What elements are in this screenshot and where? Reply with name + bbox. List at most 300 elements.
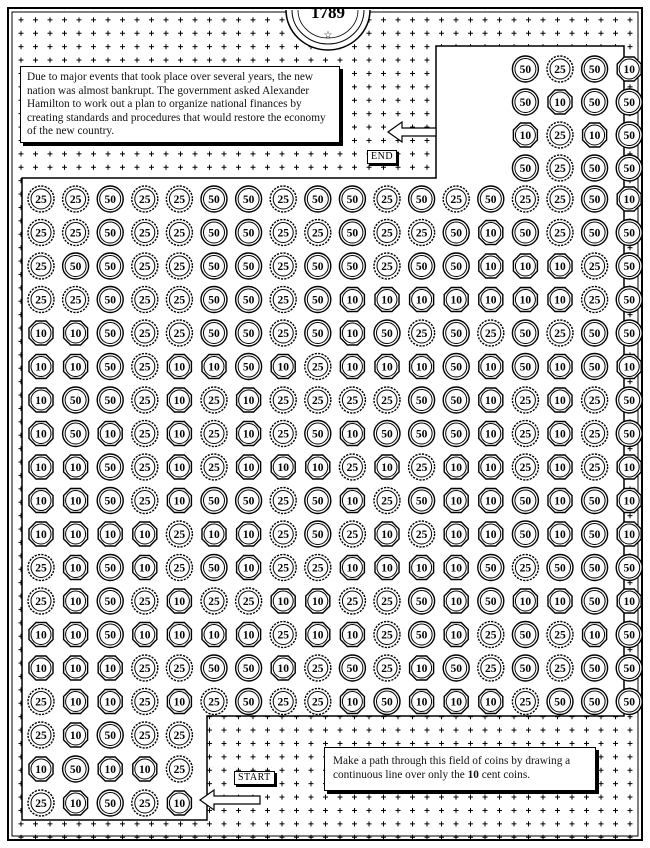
coin-25[interactable] [28,555,54,581]
coin-50[interactable] [236,488,262,514]
coin-50[interactable] [582,689,608,715]
coin-50[interactable] [443,421,469,447]
coin-10[interactable] [29,522,53,546]
coin-50[interactable] [409,387,435,413]
coin-10[interactable] [167,388,191,412]
coin-10[interactable] [444,589,468,613]
coin-50[interactable] [616,320,642,346]
coin-10[interactable] [548,589,572,613]
coin-50[interactable] [97,354,123,380]
coin-10[interactable] [167,354,191,378]
coin-10[interactable] [64,455,88,479]
coin-25[interactable] [132,387,158,413]
coin-50[interactable] [339,655,365,681]
coin-25[interactable] [374,253,400,279]
coin-10[interactable] [64,555,88,579]
coin-25[interactable] [409,220,435,246]
coin-50[interactable] [512,155,538,181]
coin-10[interactable] [548,421,572,445]
coin-10[interactable] [410,689,434,713]
coin-10[interactable] [548,455,572,479]
coin-10[interactable] [64,622,88,646]
coin-25[interactable] [63,287,89,313]
coin-50[interactable] [409,622,435,648]
coin-10[interactable] [167,622,191,646]
coin-50[interactable] [616,555,642,581]
coin-25[interactable] [270,387,296,413]
coin-25[interactable] [582,454,608,480]
coin-10[interactable] [479,388,503,412]
coin-10[interactable] [617,187,641,211]
coin-25[interactable] [374,186,400,212]
coin-25[interactable] [478,655,504,681]
coin-10[interactable] [202,354,226,378]
coin-10[interactable] [548,388,572,412]
coin-25[interactable] [28,186,54,212]
coin-50[interactable] [201,555,227,581]
coin-50[interactable] [443,253,469,279]
coin-25[interactable] [305,354,331,380]
coin-25[interactable] [201,454,227,480]
coin-25[interactable] [305,689,331,715]
coin-25[interactable] [28,722,54,748]
coin-10[interactable] [340,321,364,345]
coin-25[interactable] [270,622,296,648]
coin-10[interactable] [237,388,261,412]
coin-25[interactable] [166,320,192,346]
coin-25[interactable] [270,287,296,313]
coin-50[interactable] [339,253,365,279]
coin-10[interactable] [548,90,572,114]
coin-50[interactable] [63,756,89,782]
coin-10[interactable] [617,354,641,378]
coin-10[interactable] [513,589,537,613]
coin-50[interactable] [97,387,123,413]
coin-10[interactable] [548,287,572,311]
coin-25[interactable] [305,220,331,246]
coin-10[interactable] [133,522,157,546]
coin-25[interactable] [166,756,192,782]
coin-10[interactable] [375,522,399,546]
coin-50[interactable] [443,320,469,346]
coin-10[interactable] [29,455,53,479]
coin-10[interactable] [271,589,295,613]
coin-50[interactable] [201,488,227,514]
coin-10[interactable] [306,622,330,646]
coin-10[interactable] [29,622,53,646]
coin-25[interactable] [443,186,469,212]
coin-25[interactable] [166,287,192,313]
coin-25[interactable] [270,320,296,346]
coin-25[interactable] [28,588,54,614]
coin-50[interactable] [616,655,642,681]
coin-10[interactable] [202,522,226,546]
coin-25[interactable] [28,287,54,313]
coin-10[interactable] [444,555,468,579]
coin-50[interactable] [547,689,573,715]
coin-50[interactable] [409,588,435,614]
coin-50[interactable] [97,588,123,614]
coin-25[interactable] [305,655,331,681]
coin-25[interactable] [132,220,158,246]
coin-10[interactable] [375,455,399,479]
coin-50[interactable] [339,220,365,246]
coin-50[interactable] [97,454,123,480]
coin-50[interactable] [512,521,538,547]
coin-50[interactable] [374,320,400,346]
coin-25[interactable] [339,588,365,614]
coin-25[interactable] [132,488,158,514]
coin-10[interactable] [64,321,88,345]
coin-25[interactable] [132,287,158,313]
coin-50[interactable] [616,421,642,447]
coin-50[interactable] [201,320,227,346]
coin-10[interactable] [237,421,261,445]
coin-10[interactable] [410,287,434,311]
coin-10[interactable] [133,622,157,646]
coin-10[interactable] [583,123,607,147]
coin-25[interactable] [374,488,400,514]
coin-10[interactable] [617,522,641,546]
coin-50[interactable] [409,488,435,514]
coin-10[interactable] [340,555,364,579]
coin-50[interactable] [236,253,262,279]
coin-10[interactable] [133,555,157,579]
coin-10[interactable] [98,757,122,781]
coin-25[interactable] [478,320,504,346]
coin-50[interactable] [443,354,469,380]
coin-50[interactable] [443,220,469,246]
coin-10[interactable] [202,622,226,646]
coin-10[interactable] [617,488,641,512]
coin-25[interactable] [374,220,400,246]
coin-25[interactable] [201,387,227,413]
coin-50[interactable] [97,722,123,748]
coin-50[interactable] [97,220,123,246]
coin-10[interactable] [548,254,572,278]
coin-25[interactable] [374,655,400,681]
coin-50[interactable] [201,186,227,212]
coin-10[interactable] [237,555,261,579]
coin-25[interactable] [132,790,158,816]
coin-50[interactable] [616,155,642,181]
coin-25[interactable] [339,387,365,413]
coin-25[interactable] [63,220,89,246]
coin-25[interactable] [339,521,365,547]
coin-10[interactable] [167,689,191,713]
coin-25[interactable] [547,655,573,681]
coin-50[interactable] [582,555,608,581]
coin-10[interactable] [513,287,537,311]
coin-10[interactable] [444,287,468,311]
coin-25[interactable] [305,555,331,581]
coin-50[interactable] [512,56,538,82]
coin-10[interactable] [444,622,468,646]
coin-10[interactable] [64,656,88,680]
coin-10[interactable] [583,622,607,646]
coin-25[interactable] [270,421,296,447]
coin-10[interactable] [64,589,88,613]
coin-25[interactable] [166,655,192,681]
coin-10[interactable] [167,421,191,445]
coin-25[interactable] [270,521,296,547]
coin-25[interactable] [132,454,158,480]
coin-25[interactable] [547,56,573,82]
coin-10[interactable] [513,123,537,147]
coin-50[interactable] [339,186,365,212]
coin-10[interactable] [548,354,572,378]
coin-25[interactable] [270,488,296,514]
coin-25[interactable] [547,220,573,246]
coin-10[interactable] [64,522,88,546]
coin-10[interactable] [410,656,434,680]
coin-25[interactable] [270,555,296,581]
coin-50[interactable] [616,122,642,148]
coin-50[interactable] [582,521,608,547]
coin-25[interactable] [547,622,573,648]
coin-10[interactable] [479,488,503,512]
coin-50[interactable] [582,220,608,246]
coin-50[interactable] [512,89,538,115]
coin-10[interactable] [306,589,330,613]
coin-25[interactable] [28,790,54,816]
coin-10[interactable] [548,522,572,546]
coin-50[interactable] [478,555,504,581]
coin-10[interactable] [340,689,364,713]
coin-10[interactable] [29,388,53,412]
coin-25[interactable] [512,454,538,480]
coin-25[interactable] [547,155,573,181]
coin-25[interactable] [547,186,573,212]
coin-25[interactable] [132,320,158,346]
coin-25[interactable] [201,421,227,447]
coin-50[interactable] [236,320,262,346]
coin-25[interactable] [582,421,608,447]
coin-25[interactable] [339,454,365,480]
coin-50[interactable] [97,622,123,648]
coin-10[interactable] [548,488,572,512]
coin-50[interactable] [512,488,538,514]
coin-25[interactable] [63,186,89,212]
coin-50[interactable] [236,655,262,681]
coin-10[interactable] [375,354,399,378]
coin-10[interactable] [167,589,191,613]
coin-50[interactable] [97,790,123,816]
coin-50[interactable] [512,220,538,246]
coin-50[interactable] [582,655,608,681]
coin-10[interactable] [444,522,468,546]
coin-25[interactable] [132,253,158,279]
coin-25[interactable] [270,253,296,279]
coin-25[interactable] [166,220,192,246]
coin-25[interactable] [166,722,192,748]
coin-25[interactable] [28,220,54,246]
coin-10[interactable] [64,354,88,378]
coin-10[interactable] [29,488,53,512]
coin-10[interactable] [444,689,468,713]
coin-10[interactable] [64,689,88,713]
coin-50[interactable] [582,186,608,212]
coin-10[interactable] [167,488,191,512]
coin-25[interactable] [547,320,573,346]
coin-25[interactable] [409,454,435,480]
coin-50[interactable] [63,253,89,279]
coin-10[interactable] [340,488,364,512]
coin-50[interactable] [547,555,573,581]
coin-10[interactable] [375,287,399,311]
coin-25[interactable] [270,186,296,212]
coin-50[interactable] [443,387,469,413]
coin-25[interactable] [270,220,296,246]
coin-10[interactable] [133,757,157,781]
coin-50[interactable] [236,354,262,380]
coin-25[interactable] [166,555,192,581]
coin-25[interactable] [132,421,158,447]
coin-25[interactable] [582,387,608,413]
coin-10[interactable] [29,421,53,445]
coin-50[interactable] [97,186,123,212]
coin-50[interactable] [63,421,89,447]
coin-50[interactable] [374,421,400,447]
coin-50[interactable] [409,253,435,279]
coin-25[interactable] [166,186,192,212]
coin-10[interactable] [479,522,503,546]
coin-10[interactable] [64,723,88,747]
coin-10[interactable] [271,455,295,479]
coin-10[interactable] [98,421,122,445]
coin-50[interactable] [409,186,435,212]
coin-10[interactable] [64,488,88,512]
coin-50[interactable] [236,287,262,313]
coin-50[interactable] [582,588,608,614]
coin-50[interactable] [97,320,123,346]
coin-10[interactable] [340,622,364,646]
coin-50[interactable] [201,253,227,279]
coin-25[interactable] [132,588,158,614]
coin-10[interactable] [29,656,53,680]
coin-10[interactable] [167,791,191,815]
coin-10[interactable] [410,354,434,378]
coin-25[interactable] [166,253,192,279]
coin-50[interactable] [97,555,123,581]
coin-50[interactable] [478,588,504,614]
coin-25[interactable] [166,521,192,547]
coin-25[interactable] [28,689,54,715]
coin-50[interactable] [305,421,331,447]
coin-10[interactable] [29,321,53,345]
coin-10[interactable] [340,354,364,378]
coin-50[interactable] [582,488,608,514]
coin-25[interactable] [512,555,538,581]
coin-25[interactable] [132,689,158,715]
coin-10[interactable] [479,421,503,445]
coin-10[interactable] [617,589,641,613]
coin-10[interactable] [29,757,53,781]
coin-25[interactable] [409,521,435,547]
coin-50[interactable] [616,220,642,246]
coin-50[interactable] [616,89,642,115]
coin-25[interactable] [512,387,538,413]
coin-50[interactable] [512,354,538,380]
coin-50[interactable] [201,287,227,313]
coin-10[interactable] [237,522,261,546]
coin-50[interactable] [97,488,123,514]
coin-50[interactable] [236,220,262,246]
coin-10[interactable] [306,455,330,479]
coin-50[interactable] [512,622,538,648]
coin-25[interactable] [132,186,158,212]
coin-50[interactable] [201,655,227,681]
coin-50[interactable] [374,689,400,715]
coin-50[interactable] [236,186,262,212]
coin-25[interactable] [201,588,227,614]
coin-10[interactable] [617,455,641,479]
coin-10[interactable] [98,689,122,713]
coin-25[interactable] [374,622,400,648]
coin-10[interactable] [513,254,537,278]
coin-10[interactable] [617,57,641,81]
coin-10[interactable] [479,287,503,311]
coin-10[interactable] [340,287,364,311]
coin-25[interactable] [132,655,158,681]
coin-10[interactable] [444,488,468,512]
coin-25[interactable] [547,122,573,148]
coin-25[interactable] [582,287,608,313]
coin-10[interactable] [479,254,503,278]
coin-50[interactable] [616,387,642,413]
coin-50[interactable] [409,421,435,447]
coin-50[interactable] [616,689,642,715]
coin-25[interactable] [201,689,227,715]
coin-50[interactable] [201,220,227,246]
coin-50[interactable] [97,287,123,313]
coin-25[interactable] [512,689,538,715]
coin-50[interactable] [582,89,608,115]
coin-50[interactable] [582,320,608,346]
coin-25[interactable] [132,354,158,380]
coin-10[interactable] [479,354,503,378]
coin-10[interactable] [29,354,53,378]
coin-10[interactable] [479,220,503,244]
coin-25[interactable] [28,253,54,279]
coin-10[interactable] [98,522,122,546]
coin-10[interactable] [410,555,434,579]
coin-50[interactable] [616,253,642,279]
coin-10[interactable] [340,421,364,445]
coin-50[interactable] [97,253,123,279]
coin-10[interactable] [64,791,88,815]
coin-25[interactable] [270,689,296,715]
coin-50[interactable] [305,253,331,279]
coin-50[interactable] [305,488,331,514]
coin-50[interactable] [616,622,642,648]
coin-50[interactable] [305,521,331,547]
coin-25[interactable] [236,588,262,614]
coin-25[interactable] [512,186,538,212]
coin-10[interactable] [479,689,503,713]
coin-10[interactable] [98,656,122,680]
coin-10[interactable] [479,455,503,479]
coin-25[interactable] [132,722,158,748]
coin-25[interactable] [409,320,435,346]
coin-25[interactable] [374,387,400,413]
coin-25[interactable] [512,421,538,447]
coin-50[interactable] [512,655,538,681]
coin-50[interactable] [443,655,469,681]
coin-25[interactable] [478,622,504,648]
coin-50[interactable] [478,186,504,212]
coin-25[interactable] [582,253,608,279]
